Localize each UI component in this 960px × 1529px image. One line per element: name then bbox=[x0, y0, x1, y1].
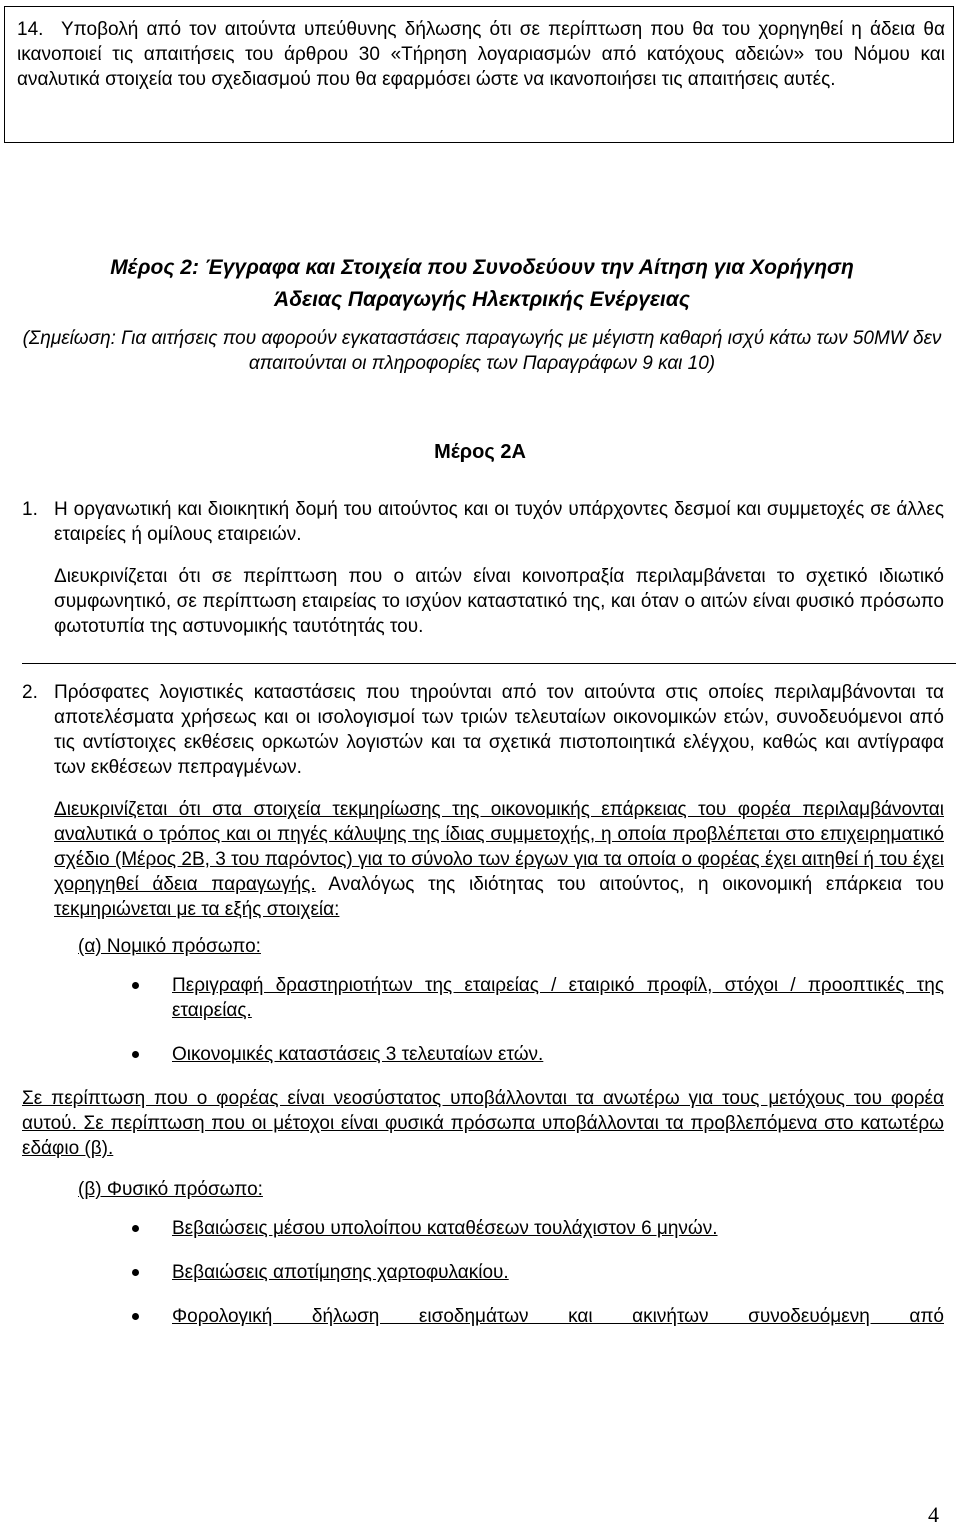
legal-person-list bbox=[22, 973, 944, 1067]
part2-title-line1: Μέρος 2: Έγγραφα και Στοιχεία που Συνοδεύουν την Αίτηση για Χορήγηση bbox=[110, 256, 854, 279]
part2-title bbox=[22, 252, 942, 316]
item2-paragraph bbox=[22, 680, 944, 780]
legal-person-bullet-1: Περιγραφή δραστηριοτήτων της εταιρείας / εταιρικό προφίλ, στόχοι / προοπτικές της εταιρείας. bbox=[172, 975, 944, 1021]
part2a-item2 bbox=[22, 680, 944, 1348]
part2-title-line2: Άδειας Παραγωγής Ηλεκτρικής Ενέργειας bbox=[274, 288, 690, 311]
item1-text: Η οργανωτική και διοικητική δομή του αιτούντος και οι τυχόν υπάρχοντες δεσμοί και συμμετοχές σε άλλες εταιρείες ή ομίλους εταιρειών. bbox=[54, 499, 944, 545]
legal-person-label: (α) Νομικό πρόσωπο: bbox=[78, 936, 261, 957]
natural-person-bullet-1: Βεβαιώσεις μέσου υπολοίπου καταθέσεων τουλάχιστον 6 μηνών. bbox=[172, 1216, 944, 1241]
item2-clarification bbox=[22, 797, 944, 922]
item-14-text: Υποβολή από τον αιτούντα υπεύθυνης δήλωσης ότι σε περίπτωση που θα του χορηγηθεί η άδεια θα ικανοποιεί τις απαιτήσεις του άρθρου 30 «Τήρηση λογαριασμών από κατόχους αδειών» του Νόμου και αναλυτικά στοιχεία του σχεδιασμού που θα εφαρμόσει ώστε να ικανοποιήσει τις απαιτήσεις αυτές. bbox=[17, 19, 945, 90]
item-14-box bbox=[4, 6, 954, 143]
section-divider bbox=[22, 663, 956, 664]
item2-clarification-underlined: Διευκρινίζεται ότι στα στοιχεία τεκμηρίωσης της οικονομικής επάρκειας του φορέα περιλαμβάνονται αναλυτικά ο τρόπος και οι πηγές κάλυψης της ίδιας συμμετοχής, η οποία προβλέπεται στο επιχειρηματικό σχέδιο (Μέρος 2Β, 3 του παρόντος) για το σύνολο των έργων για τα οποία ο φορέας έχει αιτηθεί ή του έχει χορηγηθεί άδεια παραγωγής. bbox=[54, 799, 944, 895]
item2-clarification-plain: Αναλόγως της ιδιότητας του αιτούντος, η οικονομική επάρκεια του bbox=[315, 874, 945, 895]
item1-paragraph bbox=[22, 497, 944, 547]
item2-clarification-end: τεκμηριώνεται με τα εξής στοιχεία: bbox=[54, 899, 340, 920]
natural-person-bullet-3: Φορολογική δήλωση εισοδημάτων και ακινήτων συνοδευόμενη από bbox=[172, 1306, 944, 1327]
legal-person-note: Σε περίπτωση που ο φορέας είναι νεοσύστατος υποβάλλονται τα ανωτέρω για τους μετόχους του φορέα αυτού. Σε περίπτωση που οι μέτοχοι είναι φυσικά πρόσωπα υποβάλλονται τα προβλεπόμενα στο κατωτέρω εδάφιο (β). bbox=[22, 1088, 944, 1159]
item1-number: 1. bbox=[22, 499, 38, 520]
item2-text: Πρόσφατες λογιστικές καταστάσεις που τηρούνται από τον αιτούντα στις οποίες περιλαμβάνονται τα αποτελέσματα χρήσεως και οι ισολογισμοί των τριών τελευταίων οικονομικών ετών, συνοδευόμενοι από τις αντίστοιχες εκθέσεις ορκωτών λογιστών και τα σχετικά πιστοποιητικά ελέγχου, καθώς και αντίγραφα των εκθέσεων πεπραγμένων. bbox=[54, 682, 944, 778]
page-number: 4 bbox=[928, 1502, 939, 1527]
part2a-heading: Μέρος 2Α bbox=[434, 441, 526, 463]
natural-person-bullet-2: Βεβαιώσεις αποτίμησης χαρτοφυλακίου. bbox=[172, 1260, 944, 1285]
part2-note: (Σημείωση: Για αιτήσεις που αφορούν εγκαταστάσεις παραγωγής με μέγιστη καθαρή ισχύ κάτω των 50MW δεν απαιτούνται οι πληροφορίες των Παραγράφων 9 και 10) bbox=[22, 328, 942, 374]
item-14-number: 14. bbox=[17, 19, 44, 40]
item1-clarification: Διευκρινίζεται ότι σε περίπτωση που ο αιτών είναι κοινοπραξία περιλαμβάνεται το σχετικό ιδιωτικό συμφωνητικό, σε περίπτωση εταιρείας το ισχύον καταστατικό της, και όταν ο αιτών είναι φυσικό πρόσωπο φωτοτυπία της αστυνομικής ταυτότητάς του. bbox=[54, 566, 944, 637]
natural-person-list bbox=[22, 1216, 944, 1329]
item2-number: 2. bbox=[22, 682, 38, 703]
part2a-item1 bbox=[22, 497, 944, 639]
natural-person-label: (β) Φυσικό πρόσωπο: bbox=[78, 1179, 263, 1200]
legal-person-bullet-2: Οικονομικές καταστάσεις 3 τελευταίων ετών. bbox=[172, 1042, 944, 1067]
